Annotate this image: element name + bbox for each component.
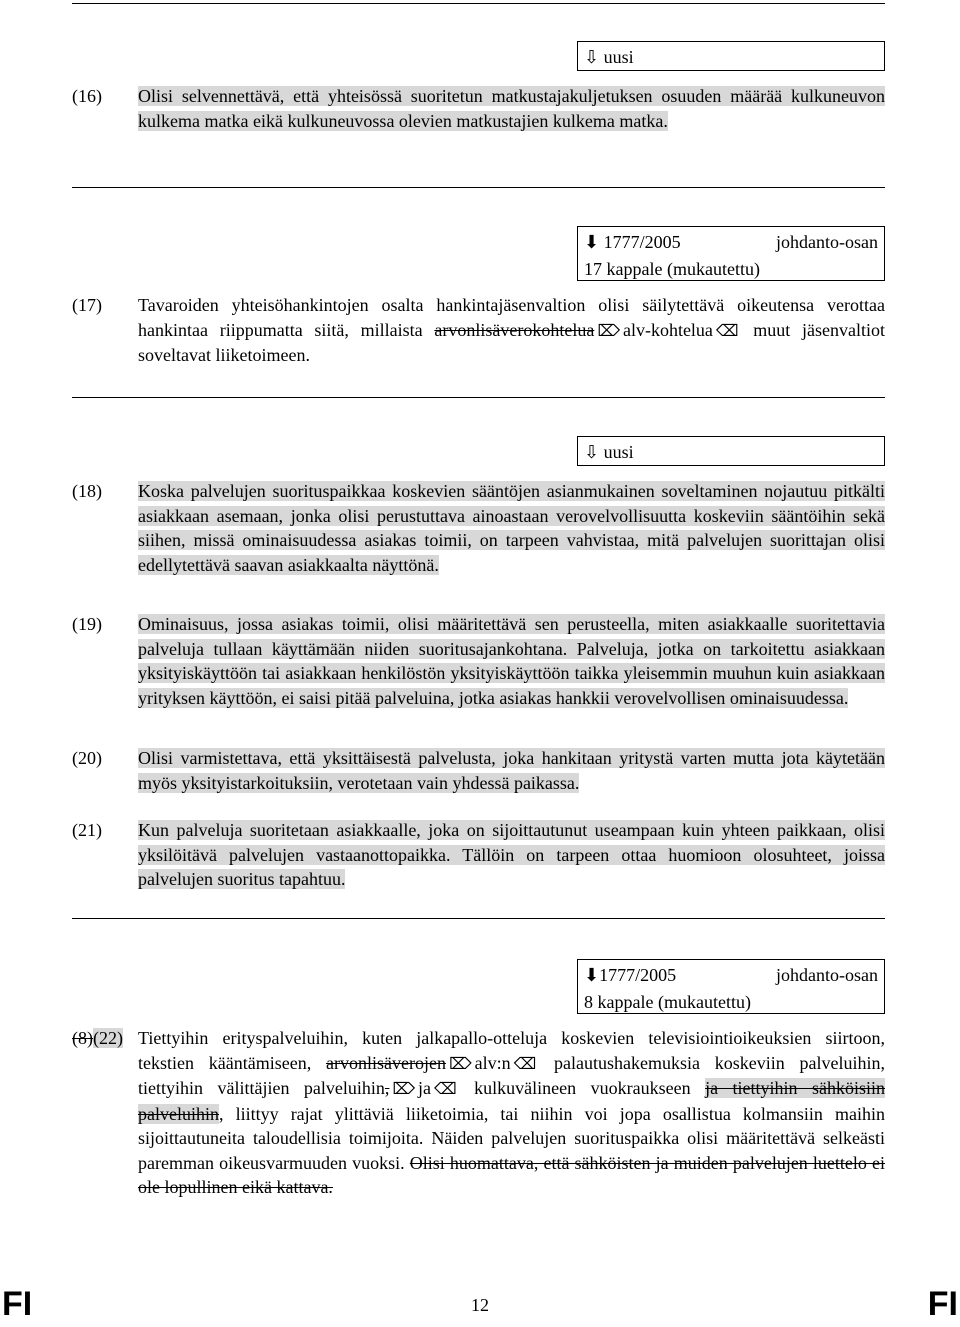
- paragraph-22: [72, 1026, 885, 1200]
- insert-start-icon: ⌦: [448, 1053, 472, 1073]
- language-code-left: FI: [2, 1285, 33, 1323]
- insert-start-icon: ⌦: [392, 1079, 416, 1098]
- page-number: 12: [471, 1294, 489, 1315]
- deleted-text: arvonlisäverojen: [326, 1052, 446, 1073]
- old-paragraph-number: (8): [72, 1028, 93, 1048]
- paragraph-number: (16): [72, 86, 102, 106]
- paragraph-text: Tiettyihin erityspalveluihin, kuten jalkapallo-otteluja koskevien televisiointioikeuksien siirtoon, tekstien kääntämiseen,: [138, 1028, 885, 1073]
- paragraph-number: (18): [72, 481, 102, 501]
- paragraph-number: [72, 1026, 138, 1051]
- amendment-ref: 1777/2005: [599, 965, 677, 985]
- language-code-right: FI: [927, 1285, 958, 1323]
- insert-end-icon: ⌫: [715, 320, 739, 340]
- paragraph-number: (19): [72, 614, 102, 634]
- deleted-text: arvonlisäverokohtelua: [434, 319, 595, 340]
- paragraph-20: [72, 746, 885, 795]
- amendment-part: johdanto-osan: [776, 232, 878, 252]
- new-text-marker: [577, 41, 885, 71]
- paragraph-text: Koska palvelujen suorituspaikkaa koskevien sääntöjen asianmukainen soveltaminen nojautuu pitkälti asiakkaan asemaan, jonka olisi perustuttava ainoastaan verovelvollisuutta koskeviin sääntöihin sekä siihen, missä ominaisuudessa asiakas toimii, on tarpeen vahvistaa, mitä palvelujen suorittajan olisi edellytettävä saavan asiakkaalta näyttönä.: [138, 481, 885, 575]
- amendment-paragraph: 8 kappale (mukautettu): [584, 992, 751, 1012]
- inserted-text: alv-kohtelua: [622, 319, 713, 340]
- paragraph-17: [72, 293, 885, 368]
- paragraph-18: [72, 479, 885, 577]
- amendment-marker-8: [577, 959, 885, 1014]
- amendment-ref: 1777/2005: [603, 232, 681, 252]
- top-rule: [72, 3, 885, 4]
- paragraph-text: Tavaroiden yhteisöhankintojen osalta hankintajäsenvaltion olisi säilytettävä oikeutensa verottaa hankintaa riippumatta siitä, millaista: [138, 295, 885, 340]
- section-rule: [72, 187, 885, 188]
- new-marker-label: uusi: [603, 47, 634, 67]
- down-arrow-outline-icon: ⇩: [584, 442, 600, 463]
- amendment-paragraph: 17 kappale (mukautettu): [584, 259, 760, 279]
- paragraph-text: Ominaisuus, jossa asiakas toimii, olisi määritettävä sen perusteella, miten asiakkaalle suoritettavia palveluja tullaan käyttämään niiden suoritusajankohtana. Palveluja, jotka on tarkoitettu asiakkaan yksityiskäyttöön tai asiakkaan henkilöstön yksityiskäyttöön taikka yleisemmin muuhun kuin asiakkaan yrityksen käyttöön, ei saisi pitää palveluina, jotka asiakas hankkii verovelvollisen ominaisuudessa.: [138, 614, 885, 708]
- paragraph-number: (21): [72, 820, 102, 840]
- down-arrow-solid-icon: ⬇: [584, 965, 600, 986]
- section-rule: [72, 397, 885, 398]
- paragraph-number: (17): [72, 295, 102, 315]
- deleted-text: ,: [384, 1078, 390, 1098]
- paragraph-19: [72, 612, 885, 710]
- paragraph-text: Kun palveluja suoritetaan asiakkaalle, joka on sijoittautunut useampaan kuin yhteen paikkaan, olisi yksilöitävä palvelujen vastaanottopaikka. Tällöin on tarpeen ottaa huomioon olosuhteet, joissa palvelujen suoritus tapahtuu.: [138, 820, 885, 889]
- inserted-text: alv:n: [474, 1052, 511, 1073]
- insert-end-icon: ⌫: [434, 1079, 457, 1098]
- paragraph-text: , liittyy rajat ylittäviä liiketoimia, tai niihin voi jopa osallistua kolmansiin maihin sijoittautuneita taloudellisia toimijoita. Näiden palvelujen suorituspaikka olisi määritettävä selkeästi paremman oikeusvarmuuden vuoksi.: [138, 1103, 885, 1173]
- paragraph-text: Olisi varmistettava, että yksittäisestä palvelusta, joka hankitaan yritystä varten mutta jota käytetään myös yksityistarkoituksiin, verotetaan vain yhdessä paikassa.: [138, 748, 885, 793]
- paragraph-text: palautushakemuksia koskeviin palveluihin, tiettyihin välittäjien palveluihin: [138, 1052, 885, 1098]
- paragraph-16: [72, 84, 885, 133]
- new-marker-label: uusi: [603, 442, 634, 462]
- insert-end-icon: ⌫: [513, 1053, 537, 1073]
- amendment-marker-17: [577, 226, 885, 281]
- paragraph-text-end: muut jäsenvaltiot soveltavat liiketoimeen.: [138, 319, 885, 365]
- deleted-text: ja tiettyihin sähköisiin palveluihin: [138, 1078, 886, 1124]
- deleted-text: Olisi huomattava, että sähköisten ja muiden palvelujen luettelo ei ole lopullinen eikä kattava.: [138, 1152, 885, 1197]
- new-text-marker: [577, 436, 885, 466]
- paragraph-text: kulkuvälineen vuokraukseen: [459, 1078, 706, 1098]
- down-arrow-outline-icon: ⇩: [584, 47, 600, 68]
- section-rule: [72, 918, 885, 919]
- paragraph-21: [72, 818, 885, 892]
- inserted-text: ja: [418, 1078, 432, 1098]
- paragraph-text: Olisi selvennettävä, että yhteisössä suoritetun matkustajakuljetuksen osuuden määrää kulkuneuvon kulkema matka eikä kulkuneuvossa olevien matkustajien kulkema matka.: [138, 86, 885, 131]
- down-arrow-solid-icon: ⬇: [584, 232, 600, 253]
- new-paragraph-number: (22): [93, 1028, 123, 1048]
- paragraph-number: (20): [72, 748, 102, 768]
- insert-start-icon: ⌦: [597, 320, 620, 340]
- amendment-part: johdanto-osan: [776, 965, 878, 985]
